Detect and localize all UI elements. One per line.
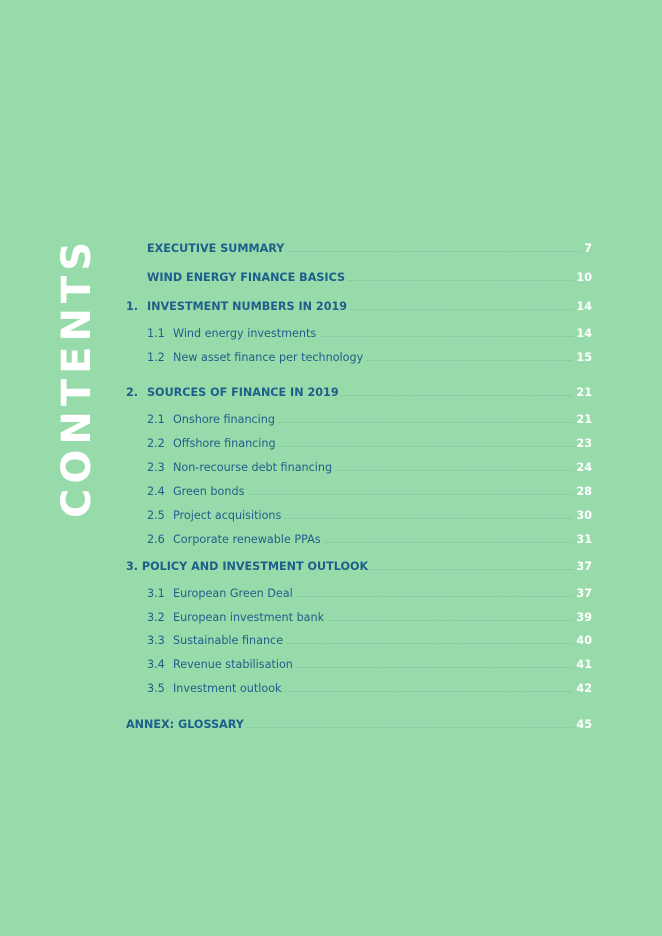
toc-entry-wind-energy-investments[interactable] (126, 326, 592, 342)
toc-entry-label: INVESTMENT NUMBERS IN 2019 (147, 300, 348, 313)
toc-entry-investment-numbers[interactable] (126, 299, 592, 315)
toc-entry-investment-outlook[interactable] (126, 681, 592, 697)
toc-entry-label: EXECUTIVE SUMMARY (147, 242, 285, 255)
toc-entry-page: 24 (576, 461, 592, 474)
toc-entry-non-recourse-debt[interactable] (126, 460, 592, 476)
toc-dot-leader (371, 560, 574, 576)
toc-entry-annex-glossary[interactable] (126, 717, 592, 733)
toc-entry-label: Wind energy investments (173, 327, 317, 340)
toc-entry-page: 10 (576, 271, 592, 284)
toc-entry-number: 3.3 (147, 634, 165, 647)
toc-entry-number: 2.2 (147, 437, 165, 450)
toc-entry-label: European investment bank (173, 611, 325, 624)
toc-entry-corporate-ppas[interactable] (126, 532, 592, 548)
toc-dot-leader (286, 634, 574, 650)
toc-dot-leader (348, 271, 574, 287)
toc-entry-page: 41 (576, 658, 592, 671)
toc-entry-page: 40 (576, 634, 592, 647)
toc-entry-page: 23 (576, 437, 592, 450)
toc-entry-number: 2. (126, 386, 139, 399)
toc-entry-page: 45 (576, 718, 592, 731)
toc-dot-leader (247, 485, 574, 501)
toc-entry-label: Offshore financing (173, 437, 276, 450)
toc-entry-project-acquisitions[interactable] (126, 508, 592, 524)
toc-dot-leader (342, 386, 575, 402)
toc-entry-offshore-financing[interactable] (126, 436, 592, 452)
toc-entry-european-investment-bank[interactable] (126, 610, 592, 626)
toc-dot-leader (284, 509, 574, 525)
toc-dot-leader (327, 611, 574, 627)
toc-dot-leader (279, 437, 575, 453)
toc-dot-leader (350, 300, 574, 316)
toc-entry-new-asset-finance[interactable] (126, 350, 592, 366)
toc-entry-page: 14 (576, 327, 592, 340)
toc-entry-page: 30 (576, 509, 592, 522)
toc-entry-page: 42 (576, 682, 592, 695)
toc-entry-label: Project acquisitions (173, 509, 282, 522)
toc-entry-number: 2.6 (147, 533, 165, 546)
toc-entry-page: 31 (576, 533, 592, 546)
toc-entry-wind-energy-finance-basics[interactable] (126, 270, 592, 286)
toc-entry-onshore-financing[interactable] (126, 412, 592, 428)
toc-dot-leader (366, 351, 574, 367)
toc-entry-label: Sustainable finance (173, 634, 284, 647)
toc-entry-label: SOURCES OF FINANCE IN 2019 (147, 386, 339, 399)
toc-entry-label: European Green Deal (173, 587, 293, 600)
toc-entry-number: 3.5 (147, 682, 165, 695)
toc-entry-executive-summary[interactable] (126, 241, 592, 257)
toc-entry-label: ANNEX: GLOSSARY (126, 718, 244, 731)
toc-dot-leader (296, 587, 575, 603)
toc-dot-leader (285, 682, 575, 698)
toc-entry-page: 39 (576, 611, 592, 624)
toc-dot-leader (319, 327, 574, 343)
contents-title: CONTENTS (54, 236, 100, 518)
toc-entry-page: 7 (584, 242, 592, 255)
toc-dot-leader (247, 718, 575, 734)
toc-entry-label: New asset finance per technology (173, 351, 364, 364)
toc-entry-page: 14 (576, 300, 592, 313)
toc-entry-page: 37 (576, 587, 592, 600)
toc-entry-number: 3.2 (147, 611, 165, 624)
toc-entry-page: 15 (576, 351, 592, 364)
toc-entry-number: 2.1 (147, 413, 165, 426)
toc-entry-page: 37 (576, 560, 592, 573)
toc-entry-number: 1. (126, 300, 139, 313)
toc-dot-leader (278, 413, 574, 429)
toc-entry-label: Green bonds (173, 485, 245, 498)
toc-dot-leader (324, 533, 575, 549)
toc-entry-page: 21 (576, 413, 592, 426)
toc-entry-label: WIND ENERGY FINANCE BASICS (147, 271, 346, 284)
toc-entry-number: 2.3 (147, 461, 165, 474)
toc-entry-label: Corporate renewable PPAs (173, 533, 321, 546)
toc-dot-leader (287, 242, 582, 258)
toc-entry-sources-of-finance[interactable] (126, 385, 592, 401)
toc-entry-number: 3.1 (147, 587, 165, 600)
toc-entry-label: 3. POLICY AND INVESTMENT OUTLOOK (126, 560, 369, 573)
toc-entry-number: 2.5 (147, 509, 165, 522)
toc-entry-european-green-deal[interactable] (126, 586, 592, 602)
toc-entry-number: 2.4 (147, 485, 165, 498)
toc-dot-leader (335, 461, 574, 477)
toc-entry-page: 21 (576, 386, 592, 399)
toc-entry-page: 28 (576, 485, 592, 498)
toc-entry-green-bonds[interactable] (126, 484, 592, 500)
toc-entry-label: Investment outlook (173, 682, 282, 695)
toc-entry-revenue-stabilisation[interactable] (126, 657, 592, 673)
toc-entry-sustainable-finance[interactable] (126, 633, 592, 649)
toc-entry-number: 1.2 (147, 351, 165, 364)
toc-entry-label: Onshore financing (173, 413, 275, 426)
toc-entry-label: Non-recourse debt financing (173, 461, 333, 474)
toc-dot-leader (296, 658, 575, 674)
toc-entry-policy-outlook[interactable] (126, 559, 592, 575)
toc-entry-label: Revenue stabilisation (173, 658, 293, 671)
toc-entry-number: 1.1 (147, 327, 165, 340)
toc-entry-number: 3.4 (147, 658, 165, 671)
